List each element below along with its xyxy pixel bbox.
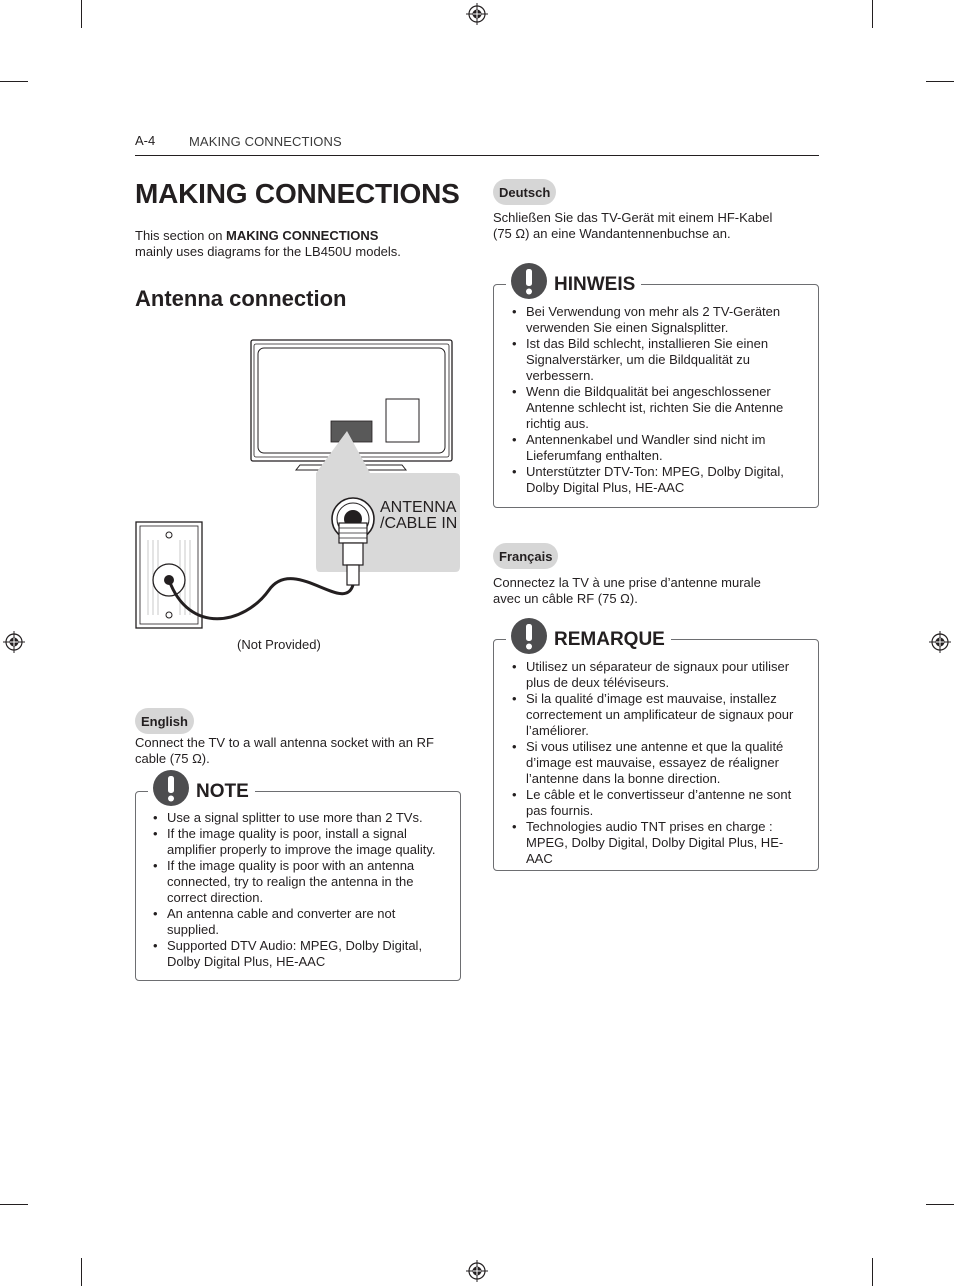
running-head: MAKING CONNECTIONS <box>189 134 342 149</box>
list-item: • Use a signal splitter to use more than 2 TVs. <box>151 810 446 826</box>
list-item: • Technologies audio TNT prises en charge : MPEG, Dolby Digital, Dolby Digital Plus, HE-AAC <box>510 819 800 867</box>
exclamation-circle-icon <box>510 617 548 655</box>
note-title: REMARQUE <box>554 629 665 650</box>
header-rule <box>135 155 819 156</box>
list-item: • If the image quality is poor with an antenna connected, try to realign the antenna in the correct direction. <box>151 858 446 906</box>
exclamation-circle-icon <box>510 262 548 300</box>
registration-mark-icon <box>929 631 951 653</box>
figure-caption: (Not Provided) <box>237 637 321 652</box>
language-tag-english: English <box>135 708 194 734</box>
intro-prefix: This section on <box>135 228 227 243</box>
list-item: • Unterstützter DTV-Ton: MPEG, Dolby Digital, Dolby Digital Plus, HE-AAC <box>510 464 800 496</box>
crop-mark <box>0 81 28 82</box>
port-label-line1: ANTENNA <box>380 499 457 516</box>
list-item: • Supported DTV Audio: MPEG, Dolby Digital, Dolby Digital Plus, HE-AAC <box>151 938 446 970</box>
language-tag-francais: Français <box>493 543 558 569</box>
note-title: NOTE <box>196 781 249 802</box>
list-item: • Wenn die Bildqualität bei angeschlossener Antenne schlecht ist, richten Sie die Antenne richtig aus. <box>510 384 800 432</box>
crop-mark <box>872 0 873 28</box>
list-item: • An antenna cable and converter are not supplied. <box>151 906 446 938</box>
language-tag-deutsch: Deutsch <box>493 179 556 205</box>
francais-paragraph: Connectez la TV à une prise d’antenne murale avec un câble RF (75 Ω). <box>493 575 761 606</box>
crop-mark <box>81 1258 82 1286</box>
deutsch-paragraph: Schließen Sie das TV-Gerät mit einem HF-Kabel (75 Ω) an eine Wandantennenbuchse an. <box>493 210 773 241</box>
list-item: • Le câble et le convertisseur d’antenne ne sont pas fournis. <box>510 787 800 819</box>
list-item: • Si vous utilisez une antenne et que la qualité d’image est mauvaise, essayez de réaligner l’antenne dans la bonne direction. <box>510 739 800 787</box>
list-item: • If the image quality is poor, install a signal amplifier properly to improve the image quality. <box>151 826 446 858</box>
note-list <box>510 659 800 867</box>
english-paragraph: Connect the TV to a wall antenna socket with an RF cable (75 Ω). <box>135 735 434 766</box>
intro-suffix: mainly uses diagrams for the LB450U models. <box>135 244 401 259</box>
note-title: HINWEIS <box>554 274 636 295</box>
list-item: • Ist das Bild schlecht, installieren Sie einen Signalverstärker, um die Bildqualität zu verbessern. <box>510 336 800 384</box>
crop-mark <box>0 1204 28 1205</box>
note-header <box>506 261 641 301</box>
port-label-line2: /CABLE IN <box>380 515 458 532</box>
intro-bold: MAKING CONNECTIONS <box>226 228 379 243</box>
note-box-francais <box>493 629 819 871</box>
exclamation-circle-icon <box>152 769 190 807</box>
section-heading: Antenna connection <box>135 286 347 311</box>
note-header <box>148 768 255 808</box>
note-list <box>510 304 800 496</box>
list-item: • Bei Verwendung von mehr als 2 TV-Geräten verwenden Sie einen Signalsplitter. <box>510 304 800 336</box>
registration-mark-icon <box>466 3 488 25</box>
crop-mark <box>872 1258 873 1286</box>
crop-mark <box>81 0 82 28</box>
note-box-english <box>135 781 461 981</box>
registration-mark-icon <box>466 1260 488 1282</box>
crop-mark <box>926 1204 954 1205</box>
registration-mark-icon <box>3 631 25 653</box>
page-number: A-4 <box>135 133 156 148</box>
note-list <box>151 810 446 970</box>
note-box-deutsch <box>493 274 819 508</box>
list-item: • Antennenkabel und Wandler sind nicht im Lieferumfang enthalten. <box>510 432 800 464</box>
intro-paragraph <box>135 228 455 260</box>
list-item: • Si la qualité d’image est mauvaise, installez correctement un amplificateur de signaux pour l’améliorer. <box>510 691 800 739</box>
crop-mark <box>926 81 954 82</box>
antenna-connection-diagram <box>134 335 464 635</box>
page-title: MAKING CONNECTIONS <box>135 178 460 209</box>
list-item: • Utilisez un séparateur de signaux pour utiliser plus de deux téléviseurs. <box>510 659 800 691</box>
note-header <box>506 616 671 656</box>
